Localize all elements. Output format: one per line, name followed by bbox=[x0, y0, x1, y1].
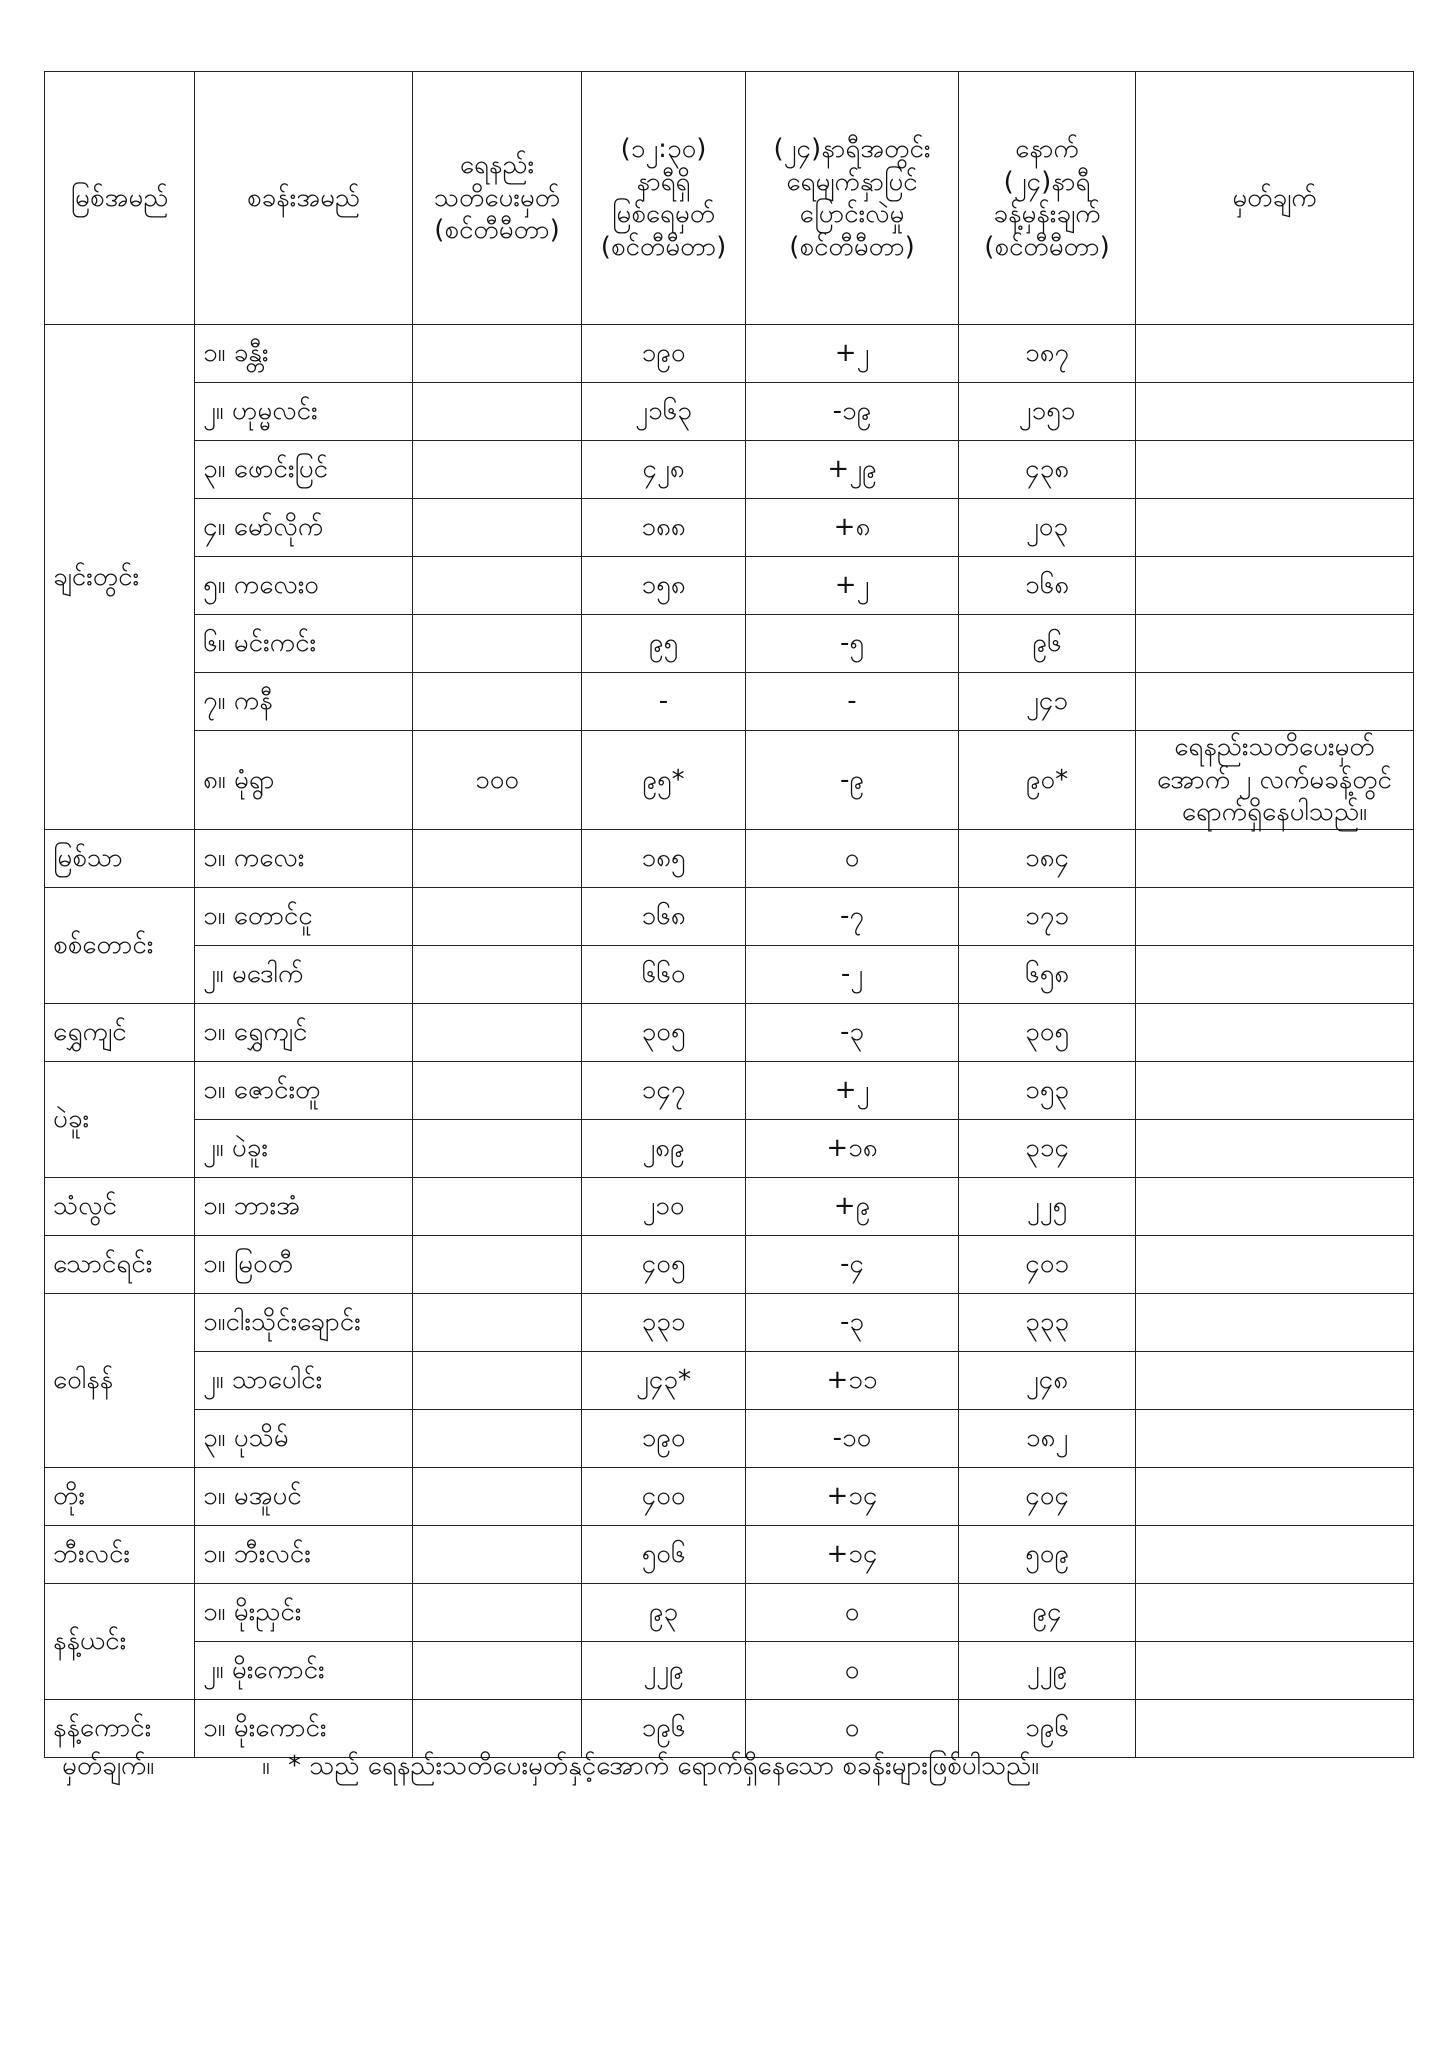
forecast-cell: ၂၂၅ bbox=[959, 1177, 1136, 1235]
water-level-cell: ၁၆၈ bbox=[582, 887, 746, 945]
table-body bbox=[45, 325, 1414, 1758]
forecast-cell: ၄၃၈ bbox=[959, 441, 1136, 499]
warning-level-cell bbox=[413, 1641, 582, 1699]
station-cell: ၂။ ဟုမ္မလင်း bbox=[195, 383, 413, 441]
remark-cell bbox=[1136, 829, 1414, 887]
warning-level-cell bbox=[413, 673, 582, 731]
header-line: (၁၂:၃၀) bbox=[620, 134, 707, 164]
water-level-cell: ၂၈၉ bbox=[582, 1119, 746, 1177]
station-cell: ၅။ ကလေးဝ bbox=[195, 557, 413, 615]
station-cell: ၁။ ဇောင်းတူ bbox=[195, 1061, 413, 1119]
header-river bbox=[45, 72, 195, 325]
forecast-cell: ၁၈၂ bbox=[959, 1409, 1136, 1467]
table-row bbox=[45, 1235, 1414, 1293]
forecast-cell: ၄၀၁ bbox=[959, 1235, 1136, 1293]
warning-level-cell bbox=[413, 441, 582, 499]
forecast-cell: ၁၅၃ bbox=[959, 1061, 1136, 1119]
river-name-cell: ဘီးလင်း bbox=[45, 1525, 195, 1583]
table-row bbox=[45, 1467, 1414, 1525]
change-cell: -၂ bbox=[746, 945, 959, 1003]
station-cell: ၁။ တောင်ငူ bbox=[195, 887, 413, 945]
station-cell: ၁။ ခန္တီး bbox=[195, 325, 413, 383]
header-water-level bbox=[582, 72, 746, 325]
table-row bbox=[45, 673, 1414, 731]
footnote-text: * သည် ရေနည်းသတိပေးမှတ်နှင့်အောက် ရောက်ရှိနေသော စခန်းများဖြစ်ပါသည်။ bbox=[288, 1751, 1040, 1781]
river-name-cell: တိုး bbox=[45, 1467, 195, 1525]
warning-level-cell bbox=[413, 887, 582, 945]
remark-cell bbox=[1136, 945, 1414, 1003]
warning-level-cell bbox=[413, 557, 582, 615]
table-row bbox=[45, 1525, 1414, 1583]
header-line: သတိပေးမှတ် bbox=[433, 182, 561, 213]
remark-cell bbox=[1136, 887, 1414, 945]
table-row bbox=[45, 383, 1414, 441]
station-cell: ၁။ မိုးညှင်း bbox=[195, 1583, 413, 1641]
forecast-cell: ၁၉၆ bbox=[959, 1699, 1136, 1757]
footnote-separator: ။ bbox=[262, 1751, 270, 1781]
forecast-cell: ၂၄၁ bbox=[959, 673, 1136, 731]
warning-level-cell bbox=[413, 325, 582, 383]
table-header-row bbox=[45, 72, 1414, 325]
warning-level-cell bbox=[413, 1525, 582, 1583]
remark-cell bbox=[1136, 1177, 1414, 1235]
header-line: နာရီရှိ bbox=[636, 166, 691, 197]
table-row bbox=[45, 325, 1414, 383]
header-line: (၂၄)နာရီ bbox=[1003, 166, 1091, 197]
remark-cell bbox=[1136, 1293, 1414, 1351]
change-cell: +၁၄ bbox=[746, 1467, 959, 1525]
table-row bbox=[45, 731, 1414, 830]
header-line: မြစ်ရေမှတ် bbox=[611, 199, 716, 229]
warning-level-cell: ၁၀၀ bbox=[413, 731, 582, 830]
station-cell: ၁။ ရွှေကျင် bbox=[195, 1003, 413, 1061]
change-cell: -၅ bbox=[746, 615, 959, 673]
river-name-cell: ချင်းတွင်း bbox=[45, 325, 195, 830]
forecast-cell: ၅၀၉ bbox=[959, 1525, 1136, 1583]
header-remark bbox=[1136, 72, 1414, 325]
warning-level-cell bbox=[413, 1293, 582, 1351]
station-cell: ၁။ ကလေး bbox=[195, 829, 413, 887]
water-level-cell: ၂၄၃* bbox=[582, 1351, 746, 1409]
river-name-cell: သောင်ရင်း bbox=[45, 1235, 195, 1293]
river-name-cell: ရွှေကျင် bbox=[45, 1003, 195, 1061]
remark-cell bbox=[1136, 1467, 1414, 1525]
station-cell: ၈။ မုံရွာ bbox=[195, 731, 413, 830]
water-level-cell: ၉၅* bbox=[582, 731, 746, 830]
table-row bbox=[45, 557, 1414, 615]
water-level-cell: ၂၁၆၃ bbox=[582, 383, 746, 441]
footnote-label: မှတ်ချက်။ bbox=[62, 1751, 155, 1781]
change-cell: -၃ bbox=[746, 1293, 959, 1351]
remark-cell bbox=[1136, 1351, 1414, 1409]
river-name-cell: နန့်ယင်း bbox=[45, 1583, 195, 1699]
table-row bbox=[45, 441, 1414, 499]
change-cell: ၀ bbox=[746, 1699, 959, 1757]
forecast-cell: ၁၆၈ bbox=[959, 557, 1136, 615]
change-cell: +၁၁ bbox=[746, 1351, 959, 1409]
change-cell: ၀ bbox=[746, 1583, 959, 1641]
forecast-cell: ၂၁၅၁ bbox=[959, 383, 1136, 441]
header-warning-level bbox=[413, 72, 582, 325]
water-level-cell: ၉၃ bbox=[582, 1583, 746, 1641]
station-cell: ၃။ ဖောင်းပြင် bbox=[195, 441, 413, 499]
table-row bbox=[45, 1583, 1414, 1641]
station-cell: ၄။ မော်လိုက် bbox=[195, 499, 413, 557]
change-cell: +၂ bbox=[746, 557, 959, 615]
remark-cell bbox=[1136, 1525, 1414, 1583]
footnote bbox=[62, 1748, 1039, 1787]
station-cell: ၂။ မိုးကောင်း bbox=[195, 1641, 413, 1699]
table-row bbox=[45, 1351, 1414, 1409]
change-cell: +၂ bbox=[746, 325, 959, 383]
remark-cell bbox=[1136, 383, 1414, 441]
forecast-cell: ၁၇၁ bbox=[959, 887, 1136, 945]
forecast-cell: ၃၃၃ bbox=[959, 1293, 1136, 1351]
remark-cell bbox=[1136, 1583, 1414, 1641]
header-line: စခန်းအမည် bbox=[246, 182, 361, 213]
water-level-cell: ၁၅၈ bbox=[582, 557, 746, 615]
river-name-cell: ဝေါနန် bbox=[45, 1293, 195, 1467]
change-cell: +၂ bbox=[746, 1061, 959, 1119]
warning-level-cell bbox=[413, 1351, 582, 1409]
warning-level-cell bbox=[413, 1119, 582, 1177]
header-forecast bbox=[959, 72, 1136, 325]
warning-level-cell bbox=[413, 1177, 582, 1235]
warning-level-cell bbox=[413, 1583, 582, 1641]
river-name-cell: သံလွင် bbox=[45, 1177, 195, 1235]
change-cell: +၁၈ bbox=[746, 1119, 959, 1177]
station-cell: ၂။ မဒေါက် bbox=[195, 945, 413, 1003]
header-change bbox=[746, 72, 959, 325]
header-line: ရေနည်း bbox=[459, 150, 535, 181]
change-cell: -၃ bbox=[746, 1003, 959, 1061]
warning-level-cell bbox=[413, 1235, 582, 1293]
forecast-cell: ၁၈၄ bbox=[959, 829, 1136, 887]
change-cell: -၁၀ bbox=[746, 1409, 959, 1467]
river-name-cell: မြစ်သာ bbox=[45, 829, 195, 887]
change-cell: +၁၄ bbox=[746, 1525, 959, 1583]
forecast-cell: ၉၀* bbox=[959, 731, 1136, 830]
table-row bbox=[45, 1119, 1414, 1177]
remark-cell bbox=[1136, 1699, 1414, 1757]
forecast-cell: ၁၈၇ bbox=[959, 325, 1136, 383]
change-cell: +၈ bbox=[746, 499, 959, 557]
warning-level-cell bbox=[413, 615, 582, 673]
forecast-cell: ၉၆ bbox=[959, 615, 1136, 673]
water-level-cell: ၉၅ bbox=[582, 615, 746, 673]
header-line: (စင်တီမီတာ) bbox=[600, 231, 727, 262]
water-level-cell: ၁၉၀ bbox=[582, 1409, 746, 1467]
warning-level-cell bbox=[413, 383, 582, 441]
header-line: ရေမျက်နှာပြင် bbox=[786, 166, 918, 197]
header-line: မြစ်အမည် bbox=[70, 182, 169, 213]
station-cell: ၁။ မြဝတီ bbox=[195, 1235, 413, 1293]
change-cell: -၄ bbox=[746, 1235, 959, 1293]
warning-level-cell bbox=[413, 1003, 582, 1061]
remark-cell bbox=[1136, 1409, 1414, 1467]
water-level-cell: ၆၆၀ bbox=[582, 945, 746, 1003]
water-level-cell: ၄၂၈ bbox=[582, 441, 746, 499]
remark-cell bbox=[1136, 499, 1414, 557]
table-row bbox=[45, 615, 1414, 673]
change-cell: +၉ bbox=[746, 1177, 959, 1235]
remark-cell bbox=[1136, 1235, 1414, 1293]
river-name-cell: စစ်တောင်း bbox=[45, 887, 195, 1003]
table-row bbox=[45, 945, 1414, 1003]
forecast-cell: ၂၂၉ bbox=[959, 1641, 1136, 1699]
warning-level-cell bbox=[413, 1409, 582, 1467]
warning-level-cell bbox=[413, 945, 582, 1003]
remark-cell: ရေနည်းသတိပေးမှတ်အောက် ၂ လက်မခန့်တွင် ရောက်ရှိနေပါသည်။ bbox=[1136, 731, 1414, 830]
change-cell: +၂၉ bbox=[746, 441, 959, 499]
change-cell: - bbox=[746, 673, 959, 731]
forecast-cell: ၉၄ bbox=[959, 1583, 1136, 1641]
water-level-cell: ၄၀၀ bbox=[582, 1467, 746, 1525]
station-cell: ၁။ မိုးကောင်း bbox=[195, 1699, 413, 1757]
water-level-cell: ၂၁၀ bbox=[582, 1177, 746, 1235]
remark-cell bbox=[1136, 441, 1414, 499]
water-level-cell: ၃၃၁ bbox=[582, 1293, 746, 1351]
header-line: (စင်တီမီတာ) bbox=[434, 215, 560, 246]
forecast-cell: ၃၀၅ bbox=[959, 1003, 1136, 1061]
water-level-cell: ၃၀၅ bbox=[582, 1003, 746, 1061]
warning-level-cell bbox=[413, 829, 582, 887]
header-station bbox=[195, 72, 413, 325]
water-level-cell: ၄၀၅ bbox=[582, 1235, 746, 1293]
remark-cell bbox=[1136, 325, 1414, 383]
warning-level-cell bbox=[413, 499, 582, 557]
river-name-cell: ပဲခူး bbox=[45, 1061, 195, 1177]
table-row bbox=[45, 829, 1414, 887]
table-row bbox=[45, 1641, 1414, 1699]
station-cell: ၂။ သာပေါင်း bbox=[195, 1351, 413, 1409]
water-level-cell: - bbox=[582, 673, 746, 731]
warning-level-cell bbox=[413, 1467, 582, 1525]
forecast-cell: ၃၁၄ bbox=[959, 1119, 1136, 1177]
water-level-cell: ၅၀၆ bbox=[582, 1525, 746, 1583]
change-cell: ၀ bbox=[746, 1641, 959, 1699]
station-cell: ၆။ မင်းကင်း bbox=[195, 615, 413, 673]
station-cell: ၃။ ပုသိမ် bbox=[195, 1409, 413, 1467]
remark-cell bbox=[1136, 615, 1414, 673]
table-row bbox=[45, 1409, 1414, 1467]
change-cell: -၉ bbox=[746, 731, 959, 830]
remark-cell bbox=[1136, 1061, 1414, 1119]
water-level-table bbox=[44, 71, 1414, 1758]
forecast-cell: ၄၀၄ bbox=[959, 1467, 1136, 1525]
water-level-cell: ၁၈၅ bbox=[582, 829, 746, 887]
table-row bbox=[45, 1061, 1414, 1119]
header-line: (၂၄)နာရီအတွင်း bbox=[773, 134, 931, 164]
header-line: နောက် bbox=[1015, 134, 1079, 164]
station-cell: ၂။ ပဲခူး bbox=[195, 1119, 413, 1177]
water-level-cell: ၁၉၆ bbox=[582, 1699, 746, 1757]
header-line: မှတ်ချက် bbox=[1232, 182, 1317, 213]
header-line: (စင်တီမီတာ) bbox=[789, 231, 915, 262]
change-cell: -၁၉ bbox=[746, 383, 959, 441]
remark-cell bbox=[1136, 1003, 1414, 1061]
header-line: (စင်တီမီတာ) bbox=[984, 231, 1110, 262]
remark-cell bbox=[1136, 557, 1414, 615]
change-cell: -၇ bbox=[746, 887, 959, 945]
forecast-cell: ၂၀၃ bbox=[959, 499, 1136, 557]
water-level-cell: ၁၄၇ bbox=[582, 1061, 746, 1119]
table-row bbox=[45, 1293, 1414, 1351]
remark-cell bbox=[1136, 1119, 1414, 1177]
table-row bbox=[45, 499, 1414, 557]
station-cell: ၇။ ကနီ bbox=[195, 673, 413, 731]
water-level-cell: ၁၈၈ bbox=[582, 499, 746, 557]
forecast-cell: ၆၅၈ bbox=[959, 945, 1136, 1003]
station-cell: ၁။ မအူပင် bbox=[195, 1467, 413, 1525]
forecast-cell: ၂၄၈ bbox=[959, 1351, 1136, 1409]
station-cell: ၁။ငါးသိုင်းချောင်း bbox=[195, 1293, 413, 1351]
table-row bbox=[45, 1003, 1414, 1061]
station-cell: ၁။ ဘီးလင်း bbox=[195, 1525, 413, 1583]
header-line: ပြောင်းလဲမှု bbox=[799, 199, 905, 229]
remark-cell bbox=[1136, 1641, 1414, 1699]
change-cell: ၀ bbox=[746, 829, 959, 887]
water-level-cell: ၂၂၉ bbox=[582, 1641, 746, 1699]
station-cell: ၁။ ဘားအံ bbox=[195, 1177, 413, 1235]
table-row bbox=[45, 887, 1414, 945]
header-line: ခန့်မှန်းချက် bbox=[993, 199, 1101, 229]
table-row bbox=[45, 1177, 1414, 1235]
water-level-cell: ၁၉၀ bbox=[582, 325, 746, 383]
remark-cell bbox=[1136, 673, 1414, 731]
river-name-cell: နန့်ကောင်း bbox=[45, 1699, 195, 1757]
warning-level-cell bbox=[413, 1061, 582, 1119]
